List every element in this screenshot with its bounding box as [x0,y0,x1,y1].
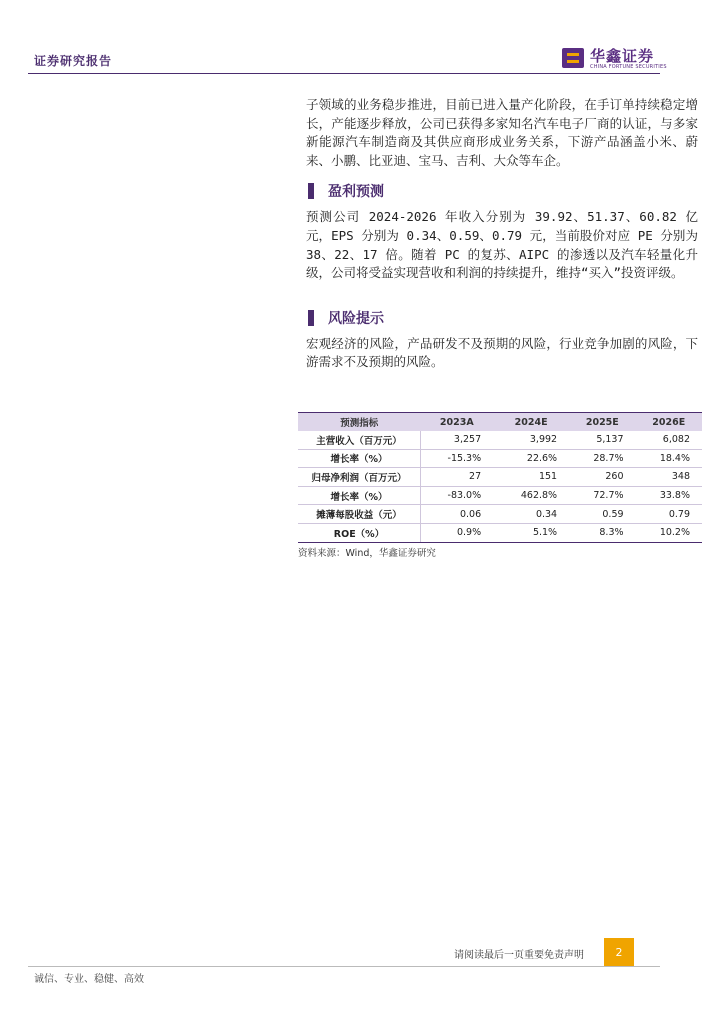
intro-paragraph: 子领域的业务稳步推进，目前已进入量产化阶段，在手订单持续稳定增长，产能逐步释放，公司已获得多家知名汽车电子厂商的认证，与多家新能源汽车制造商及其供应商形成业务关系，下游产品涵盖小米、蔚来、小鹏、比亚迪、宝马、吉利、大众等车企。 [306,97,698,168]
row-label: 增长率（%） [298,486,421,505]
row-label: 归母净利润（百万元） [298,468,421,487]
section-marker-icon [308,183,314,199]
table-row [298,523,702,542]
table-header-cell: 2023A [421,413,494,432]
table-header-cell: 2024E [493,413,569,432]
logo-chinese-name: 华鑫证券 [590,47,655,65]
risk-title: 风险提示 [328,310,384,327]
table-cell: 10.2% [636,523,702,542]
table-row [298,505,702,524]
table-cell: 260 [569,468,635,487]
table-cell: -83.0% [421,486,494,505]
section-marker-icon [308,310,314,326]
table-cell: 0.59 [569,505,635,524]
table-header-row [298,413,702,432]
table-cell: 0.34 [493,505,569,524]
main-content [306,96,698,372]
forecast-table [298,412,702,543]
logo-mark-icon [562,48,584,68]
table-cell: 33.8% [636,486,702,505]
row-label: 摊薄每股收益（元） [298,505,421,524]
report-type-label: 证券研究报告 [34,54,113,68]
disclaimer-note: 请阅读最后一页重要免责声明 [454,950,584,961]
table-cell: 27 [421,468,494,487]
risk-paragraph: 宏观经济的风险，产品研发不及预期的风险，行业竞争加剧的风险，下游需求不及预期的风险。 [306,335,698,370]
table-cell: 0.79 [636,505,702,524]
table-cell: 6,082 [636,431,702,449]
table-cell: 28.7% [569,449,635,468]
table-cell: 151 [493,468,569,487]
table-cell: 3,257 [421,431,494,449]
table-row [298,449,702,468]
table-cell: 462.8% [493,486,569,505]
table-row [298,431,702,449]
table-source-note: 资料来源：Wind，华鑫证券研究 [298,548,436,559]
table-cell: 5,137 [569,431,635,449]
table-row [298,468,702,487]
forecast-title: 盈利预测 [328,184,384,201]
table-header-cell: 2026E [636,413,702,432]
table-header-cell: 预测指标 [298,413,421,432]
table-cell: 348 [636,468,702,487]
risk-heading [306,307,698,329]
footer-divider [28,966,660,967]
table-cell: 5.1% [493,523,569,542]
header-divider [28,73,660,74]
logo-english-name: CHINA FORTUNE SECURITIES [590,64,667,70]
row-label: ROE（%） [298,523,421,542]
table-cell: 22.6% [493,449,569,468]
table-cell: 18.4% [636,449,702,468]
page-number-badge: 2 [604,938,634,966]
forecast-heading [306,180,698,202]
company-slogan: 诚信、专业、稳健、高效 [34,974,144,985]
table-header-cell: 2025E [569,413,635,432]
company-logo [562,46,667,74]
row-label: 增长率（%） [298,449,421,468]
row-label: 主营收入（百万元） [298,431,421,449]
table-cell: 0.9% [421,523,494,542]
table-cell: 3,992 [493,431,569,449]
table-cell: -15.3% [421,449,494,468]
table-cell: 72.7% [569,486,635,505]
table-row [298,486,702,505]
table-cell: 8.3% [569,523,635,542]
table-cell: 0.06 [421,505,494,524]
forecast-paragraph: 预测公司 2024-2026 年收入分别为 39.92、51.37、60.82 亿元，EPS 分别为 0.34、0.59、0.79 元，当前股价对应 PE 分别为 38、22、17 倍。随着 PC 的复苏、AIPC 的渗透以及汽车轻量化升级，公司将受益实现营收和利润的持续提升，维持“买入”投资评级。 [306,209,698,281]
